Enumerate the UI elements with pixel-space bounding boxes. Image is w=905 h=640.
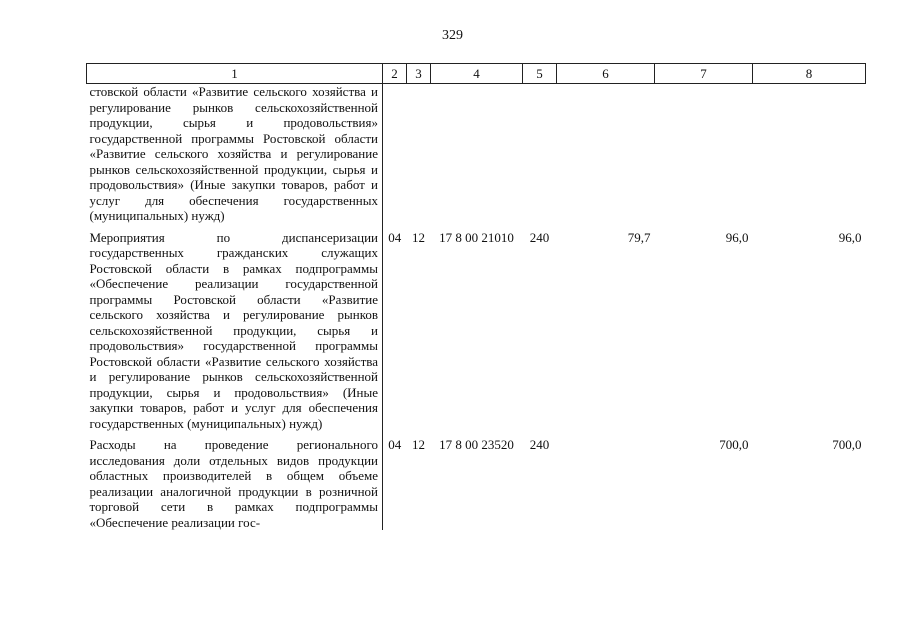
header-col-2: 2 <box>383 64 407 84</box>
table-header <box>87 64 866 84</box>
row-description: стовской области «Развитие сельского хозяйства и регулирование рынков сельскохозяйственной продукции, сырья и продовольствия» государственной программы Ростовской области «Развитие сельского хозяйства и регулирование рынков сельскохозяйственной продукции, сырья и продовольствия» (Иные закупки товаров, работ и услуг для обеспечения государственных (муниципальных) нужд) <box>87 84 383 224</box>
row-amount-1 <box>557 431 655 530</box>
header-col-8: 8 <box>753 64 866 84</box>
row-section: 04 <box>388 437 402 452</box>
row-section <box>383 84 407 224</box>
row-amount-3: 700,0 <box>832 437 862 452</box>
row-subsection <box>407 84 431 224</box>
row-subsection: 12 <box>412 229 425 245</box>
budget-table <box>86 63 866 530</box>
row-amount-1 <box>557 84 655 224</box>
row-amount-2: 96,0 <box>725 229 749 245</box>
table-row <box>87 84 866 224</box>
row-subsection: 12 <box>412 437 425 452</box>
table-body <box>87 84 866 531</box>
row-target-code: 17 8 00 21010 <box>439 229 514 245</box>
header-col-7: 7 <box>655 64 753 84</box>
row-description: Мероприятия по диспансеризации государственных гражданских служащих Ростовской области в рамках подпрограммы «Обеспечение реализации государственной программы Ростовской области «Развитие сельского хозяйства и регулирование рынков сельскохозяйственной продукции, сырья и продовольствия» государственной программы Ростовской области «Развитие сельского хозяйства и регулирование рынков сельскохозяйственной продукции, сырья и продовольствия» (Иные закупки товаров, работ и услуг для обеспечения государственных (муниципальных) нужд) <box>87 224 383 432</box>
page-number: 329 <box>442 28 463 43</box>
row-section: 04 <box>388 229 402 245</box>
row-expense-type: 240 <box>529 437 550 452</box>
row-target-code: 17 8 00 23520 <box>439 437 514 452</box>
table-row <box>87 224 866 432</box>
row-amount-2 <box>655 84 753 224</box>
row-amount-1: 79,7 <box>627 229 651 245</box>
row-description: Расходы на проведение регионального исследования доли отдельных видов продукции областных производителей в общем объеме реализации аналогичной продукции в розничной торговой сети в рамках подпрограммы «Обеспечение реализации гос- <box>87 431 383 530</box>
row-amount-3: 96,0 <box>838 229 862 245</box>
header-col-6: 6 <box>557 64 655 84</box>
row-expense-type <box>523 84 557 224</box>
header-col-3: 3 <box>407 64 431 84</box>
header-row <box>87 64 866 84</box>
header-col-5: 5 <box>523 64 557 84</box>
header-col-4: 4 <box>431 64 523 84</box>
row-target-code <box>431 84 523 224</box>
row-amount-2: 700,0 <box>719 437 749 452</box>
row-expense-type: 240 <box>529 229 550 245</box>
row-amount-3 <box>753 84 866 224</box>
table-row <box>87 431 866 530</box>
header-col-1: 1 <box>87 64 383 84</box>
